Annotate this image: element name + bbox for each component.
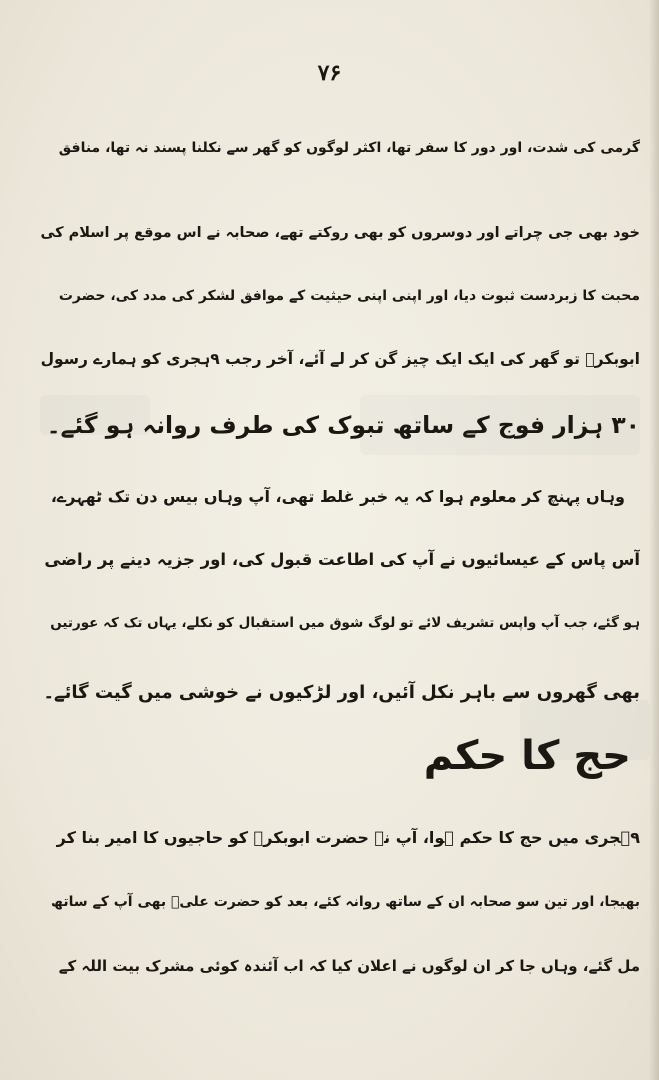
- text-line: خود بھی جی چراتے اور دوسروں کو بھی روکتے تھے، صحابہ نے اس موقع پر اسلام کی: [40, 225, 640, 241]
- text-line: ہو گئے، جب آپ واپس تشریف لائے تو لوگ شوق میں استقبال کو نکلے، یہاں تک کہ عورتیں: [50, 615, 640, 631]
- page-number: ۷۶: [317, 60, 342, 86]
- text-line: ۹ہجری میں حج کا حکم ہوا، آپ نے حضرت ابوبکرؓ کو حاجیوں کا امیر بنا کر: [56, 828, 640, 847]
- text-line: بھیجا، اور تین سو صحابہ ان کے ساتھ روانہ کئے، بعد کو حضرت علیؓ بھی آپ کے ساتھ: [51, 894, 640, 910]
- section-heading: حج کا حکم: [423, 733, 631, 779]
- text-line: ۳۰ ہزار فوج کے ساتھ تبوک کی طرف روانہ ہو گئے۔: [46, 411, 640, 439]
- text-line: وہاں پہنچ کر معلوم ہوا کہ یہ خبر غلط تھی، آپ وہاں بیس دن تک ٹھہرے،: [50, 487, 625, 506]
- text-line: مل گئے، وہاں جا کر ان لوگوں نے اعلان کیا کہ اب آئندہ کوئی مشرک بیت اللہ کے: [58, 957, 640, 975]
- text-line: ابوبکرؓ تو گھر کی ایک ایک چیز گن کر لے آئے، آخر رجب ۹ہجری کو ہمارے رسول: [40, 350, 640, 368]
- text-line: گرمی کی شدت، اور دور کا سفر تھا، اکثر لوگوں کو گھر سے نکلنا پسند نہ تھا، منافق: [58, 140, 640, 156]
- page-edge-shadow: [649, 0, 659, 1080]
- text-line: محبت کا زبردست ثبوت دیا، اور اپنی اپنی حیثیت کے موافق لشکر کی مدد کی، حضرت: [58, 288, 640, 304]
- text-line: بھی گھروں سے باہر نکل آئیں، اور لڑکیوں نے خوشی میں گیت گائے۔: [43, 682, 640, 703]
- text-line: آس پاس کے عیسائیوں نے آپ کی اطاعت قبول کی، اور جزیہ دینے پر راضی: [44, 550, 640, 569]
